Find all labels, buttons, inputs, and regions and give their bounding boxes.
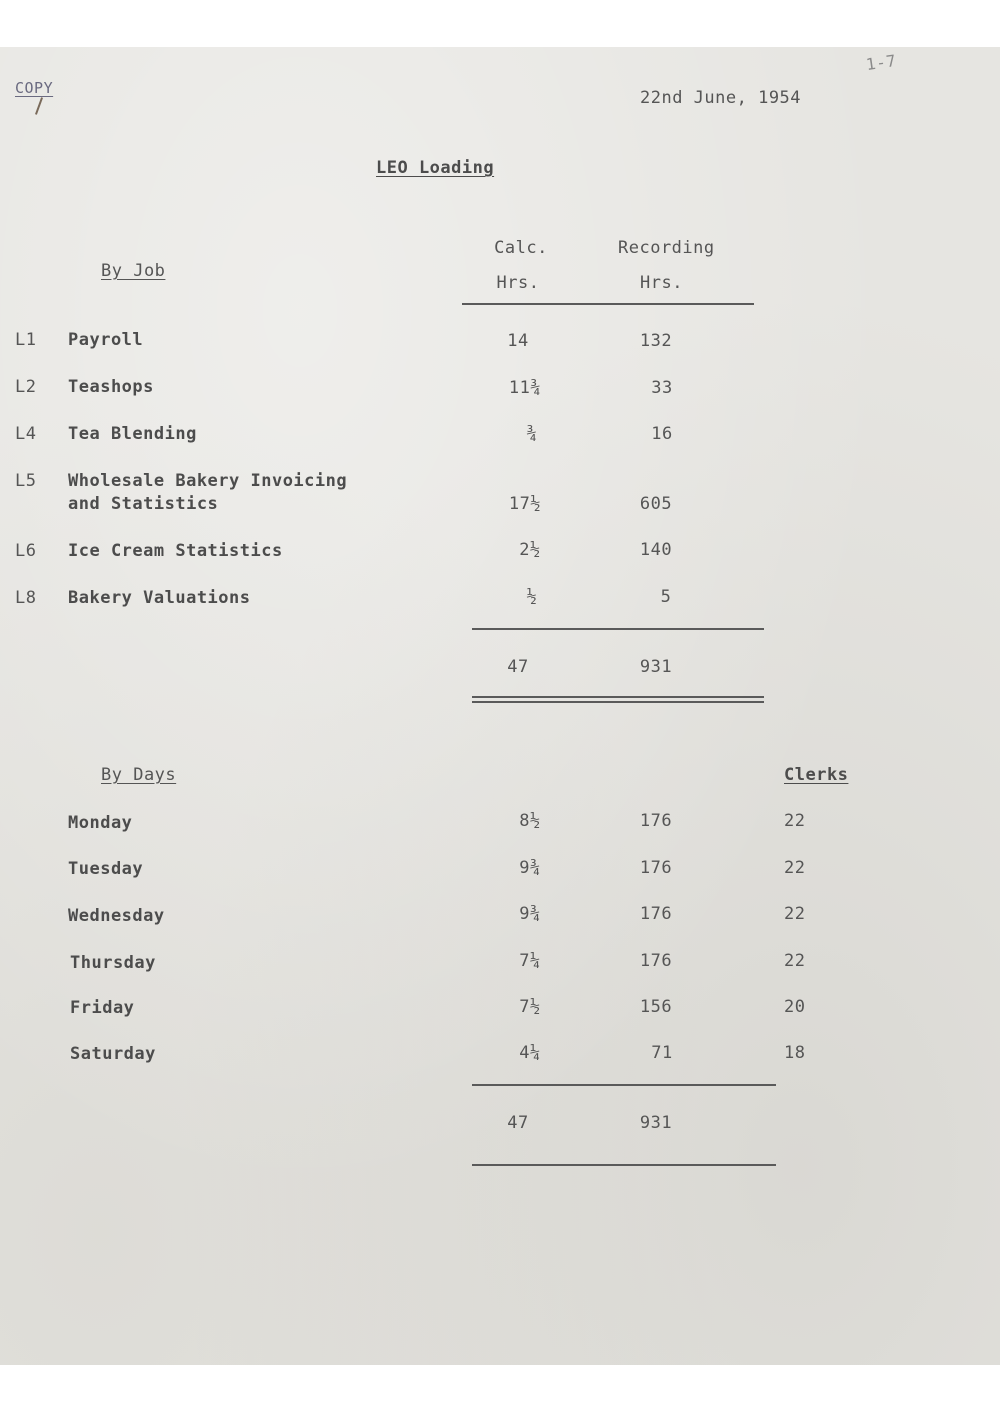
job-total-double-rule [472, 696, 764, 703]
document-title: LEO Loading [376, 158, 495, 178]
job-code: L8 [15, 588, 37, 608]
job-subtotal-rule [472, 628, 764, 630]
day-name: Friday [70, 998, 135, 1018]
days-total-rule [472, 1164, 776, 1166]
day-recording-hrs: 71 [651, 1043, 673, 1063]
by-days-heading: By Days [101, 765, 177, 785]
job-recording-hrs: 132 [639, 331, 673, 351]
job-recording-hrs: 605 [639, 494, 673, 514]
heading-rule [462, 303, 754, 305]
document-page [0, 47, 1000, 1365]
recording-hrs-heading-top: Recording [618, 238, 715, 258]
pen-tick-mark [35, 97, 43, 115]
job-code: L5 [15, 471, 37, 491]
job-calc-hrs: 17½ [508, 494, 542, 514]
day-clerks: 18 [784, 1043, 806, 1063]
calc-hrs-heading-top: Calc. [494, 238, 548, 258]
job-calc-hrs: 11¾ [508, 378, 542, 398]
day-calc-hrs: 7¼ [519, 951, 541, 971]
days-total-calc-hrs: 47 [507, 1113, 529, 1133]
job-total-recording-hrs: 931 [639, 657, 673, 677]
day-name: Tuesday [68, 859, 144, 879]
job-recording-hrs: 33 [651, 378, 673, 398]
day-recording-hrs: 176 [639, 858, 673, 878]
job-recording-hrs: 16 [651, 424, 673, 444]
day-calc-hrs: 9¾ [519, 904, 541, 924]
job-calc-hrs: ¾ [526, 424, 538, 444]
day-recording-hrs: 176 [639, 904, 673, 924]
job-name: Teashops [68, 377, 154, 397]
day-clerks: 22 [784, 904, 806, 924]
day-calc-hrs: 9¾ [519, 858, 541, 878]
job-code: L6 [15, 541, 37, 561]
job-code: L1 [15, 330, 37, 350]
job-name: Tea Blending [68, 424, 197, 444]
clerks-heading: Clerks [784, 765, 849, 785]
document-date: 22nd June, 1954 [640, 88, 802, 108]
job-recording-hrs: 140 [639, 540, 673, 560]
day-clerks: 22 [784, 811, 806, 831]
job-recording-hrs: 5 [660, 587, 672, 607]
day-name: Wednesday [68, 906, 165, 926]
day-clerks: 22 [784, 951, 806, 971]
job-calc-hrs: 2½ [519, 540, 541, 560]
days-total-recording-hrs: 931 [639, 1113, 673, 1133]
job-code: L2 [15, 377, 37, 397]
corner-mark: 1-7 [864, 50, 898, 75]
job-calc-hrs: 14 [507, 331, 529, 351]
day-clerks: 22 [784, 858, 806, 878]
recording-hrs-heading-bottom: Hrs. [640, 273, 683, 293]
by-job-heading: By Job [101, 261, 166, 281]
day-calc-hrs: 4¼ [519, 1043, 541, 1063]
days-subtotal-rule [472, 1084, 776, 1086]
job-total-calc-hrs: 47 [507, 657, 529, 677]
day-recording-hrs: 156 [639, 997, 673, 1017]
job-calc-hrs: ½ [526, 587, 538, 607]
job-name-continued: and Statistics [68, 494, 219, 514]
job-name: Bakery Valuations [68, 588, 251, 608]
job-name: Ice Cream Statistics [68, 541, 283, 561]
calc-hrs-heading-bottom: Hrs. [496, 273, 540, 293]
day-name: Saturday [70, 1044, 156, 1064]
day-recording-hrs: 176 [639, 811, 673, 831]
day-recording-hrs: 176 [639, 951, 673, 971]
day-calc-hrs: 7½ [519, 997, 541, 1017]
day-clerks: 20 [784, 997, 806, 1017]
day-calc-hrs: 8½ [519, 811, 541, 831]
day-name: Thursday [70, 953, 156, 973]
job-name: Wholesale Bakery Invoicing [68, 471, 348, 491]
day-name: Monday [68, 813, 133, 833]
copy-label: COPY [15, 79, 54, 97]
job-name: Payroll [68, 330, 144, 350]
job-code: L4 [15, 424, 37, 444]
